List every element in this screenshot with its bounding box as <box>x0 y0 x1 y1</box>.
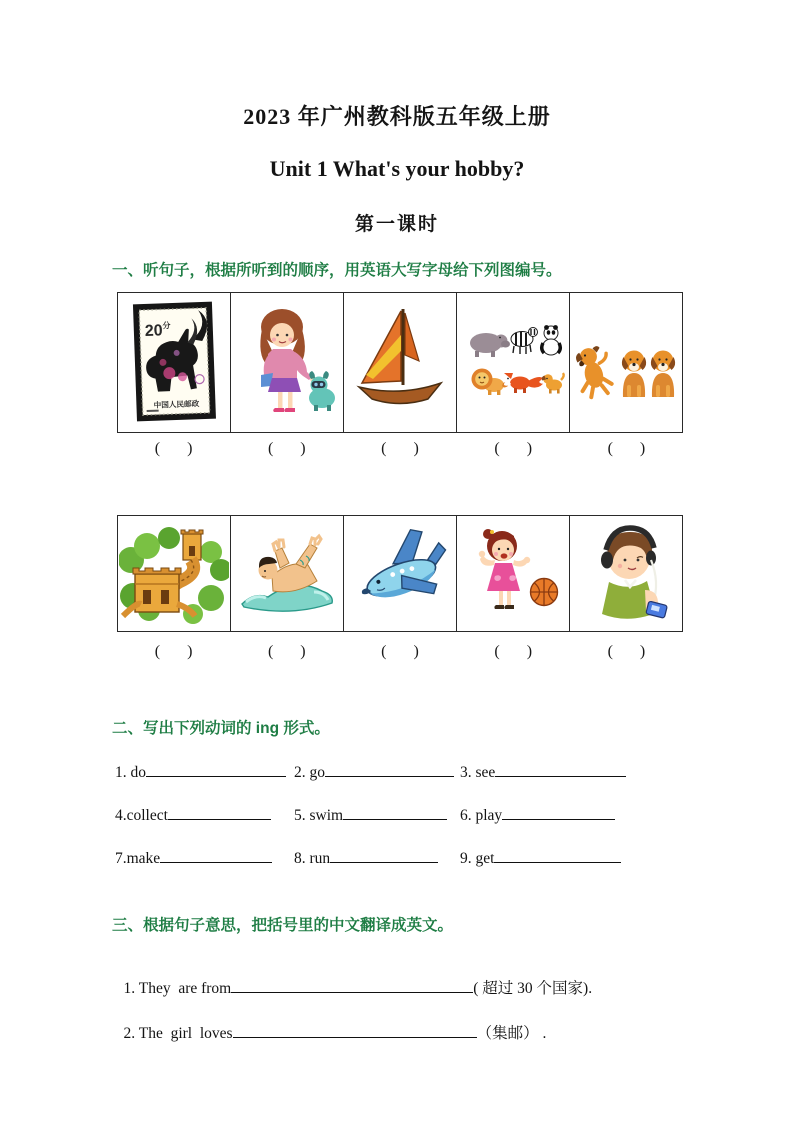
section-three-heading: 三、根据句子意思，把括号里的中文翻译成英文。 <box>112 917 454 934</box>
answer-blank <box>325 762 454 777</box>
verb-label: 8. run <box>294 850 331 867</box>
image-sailboat <box>344 293 457 432</box>
verb-item-run <box>294 848 438 868</box>
verb-label: 4.collect <box>115 807 168 824</box>
animals-illustration <box>458 295 568 431</box>
answer-paren-row-1 <box>117 440 683 458</box>
verb-label: 6. play <box>460 807 503 824</box>
paren-open: ( <box>494 440 500 457</box>
stamp-denomination-unit: 分 <box>162 320 171 330</box>
sentence-prefix: 2. The girl loves <box>123 1025 233 1042</box>
answer-slot <box>343 440 456 458</box>
answer-blank <box>146 762 286 777</box>
picture-table-row-2 <box>117 515 683 632</box>
panda <box>542 325 561 355</box>
paren-close: ) <box>639 440 646 457</box>
image-great-wall <box>118 516 231 631</box>
unit-title: Unit 1 What's your hobby? <box>269 156 525 181</box>
paren-close: ) <box>639 643 646 660</box>
stamp-caption: 中国人民邮政 <box>153 398 200 410</box>
sentence-hint: ( 超过 30 个国家). <box>473 980 593 997</box>
paren-close: ) <box>300 643 306 660</box>
verb-label: 9. get <box>460 850 495 867</box>
paren-open: ( <box>381 643 387 660</box>
answer-blank <box>494 848 621 863</box>
paren-open: ( <box>154 440 161 457</box>
great-wall-illustration <box>119 518 229 630</box>
verb-item-get <box>460 848 621 868</box>
girl-robot-dog-illustration <box>232 295 342 431</box>
answer-slot <box>570 643 683 661</box>
image-girl-with-robot-dog <box>231 293 344 432</box>
stamp-denomination: 20 <box>144 321 163 340</box>
hippo <box>470 333 510 357</box>
verb-row-2 <box>113 805 688 827</box>
zebra <box>511 327 538 354</box>
answer-blank <box>343 805 447 820</box>
answer-slot <box>343 643 456 661</box>
paren-close: ) <box>187 643 193 660</box>
paren-open: ( <box>154 643 161 660</box>
answer-blank <box>233 1023 477 1038</box>
sitting-dog-1 <box>622 350 646 397</box>
three-dogs-illustration <box>571 295 681 431</box>
answer-blank <box>231 978 473 993</box>
verb-item-see <box>460 762 626 782</box>
verb-label: 1. do <box>115 764 146 781</box>
image-wild-animals-group <box>457 293 570 432</box>
verb-item-go <box>294 762 454 782</box>
swimmer-illustration <box>232 518 342 630</box>
answer-blank <box>502 805 615 820</box>
lion <box>472 368 509 395</box>
image-three-dogs <box>570 293 682 432</box>
answer-blank <box>160 848 272 863</box>
answer-blank <box>330 848 438 863</box>
sentence-hint: （集邮） . <box>476 1025 547 1042</box>
document-title: 2023 年广州教科版五年级上册 <box>243 104 551 129</box>
answer-paren-row-2 <box>117 643 683 661</box>
paren-close: ) <box>413 440 419 457</box>
picture-table-row-1 <box>117 292 683 433</box>
image-boy-listening-to-music <box>570 516 682 631</box>
verb-item-do <box>115 762 286 782</box>
image-airplane <box>344 516 457 631</box>
answer-slot <box>230 643 343 661</box>
verb-label: 5. swim <box>294 807 344 824</box>
image-girl-with-basketball <box>457 516 570 631</box>
verb-item-play <box>460 805 615 825</box>
paren-open: ( <box>267 643 274 660</box>
paren-close: ) <box>300 440 306 457</box>
translation-sentence-2 <box>108 1003 546 1061</box>
image-chinese-goat-postage-stamp <box>118 293 231 432</box>
verb-item-swim <box>294 805 447 825</box>
sailboat-illustration <box>345 295 455 431</box>
verb-label: 7.make <box>115 850 161 867</box>
jumping-dog <box>573 344 616 399</box>
lesson-title: 第一课时 <box>354 214 439 235</box>
answer-slot <box>117 643 230 661</box>
paren-open: ( <box>607 440 613 457</box>
paren-open: ( <box>494 643 500 660</box>
paren-close: ) <box>526 440 533 457</box>
paren-open: ( <box>381 440 387 457</box>
girl-basketball-illustration <box>458 518 568 630</box>
paren-close: ) <box>526 643 533 660</box>
answer-slot <box>570 440 683 458</box>
answer-slot <box>457 440 570 458</box>
verb-label: 2. go <box>294 764 325 781</box>
answer-blank <box>168 805 271 820</box>
section-two-heading: 二、写出下列动词的 ing 形式。 <box>112 720 330 737</box>
verb-row-1 <box>113 762 688 784</box>
boy-music-illustration <box>571 518 681 630</box>
answer-slot <box>230 440 343 458</box>
verb-item-collect <box>115 805 271 825</box>
verb-row-3 <box>113 848 688 870</box>
paren-close: ) <box>187 440 193 457</box>
answer-blank <box>495 762 626 777</box>
section-one-heading: 一、听句子，根据所听到的顺序，用英语大写字母给下列图编号。 <box>112 262 562 279</box>
fox <box>504 373 545 393</box>
airplane-illustration <box>345 518 455 630</box>
paren-close: ) <box>413 643 419 660</box>
paren-open: ( <box>607 643 613 660</box>
answer-slot <box>457 643 570 661</box>
sitting-dog-2 <box>651 350 675 397</box>
verb-label: 3. see <box>460 764 496 781</box>
paren-open: ( <box>267 440 274 457</box>
answer-slot <box>117 440 230 458</box>
image-man-swimming <box>231 516 344 631</box>
verb-item-make <box>115 848 272 868</box>
sentence-prefix: 1. They are from <box>123 980 232 997</box>
stamp-illustration <box>119 295 229 431</box>
small-dog <box>542 373 564 394</box>
